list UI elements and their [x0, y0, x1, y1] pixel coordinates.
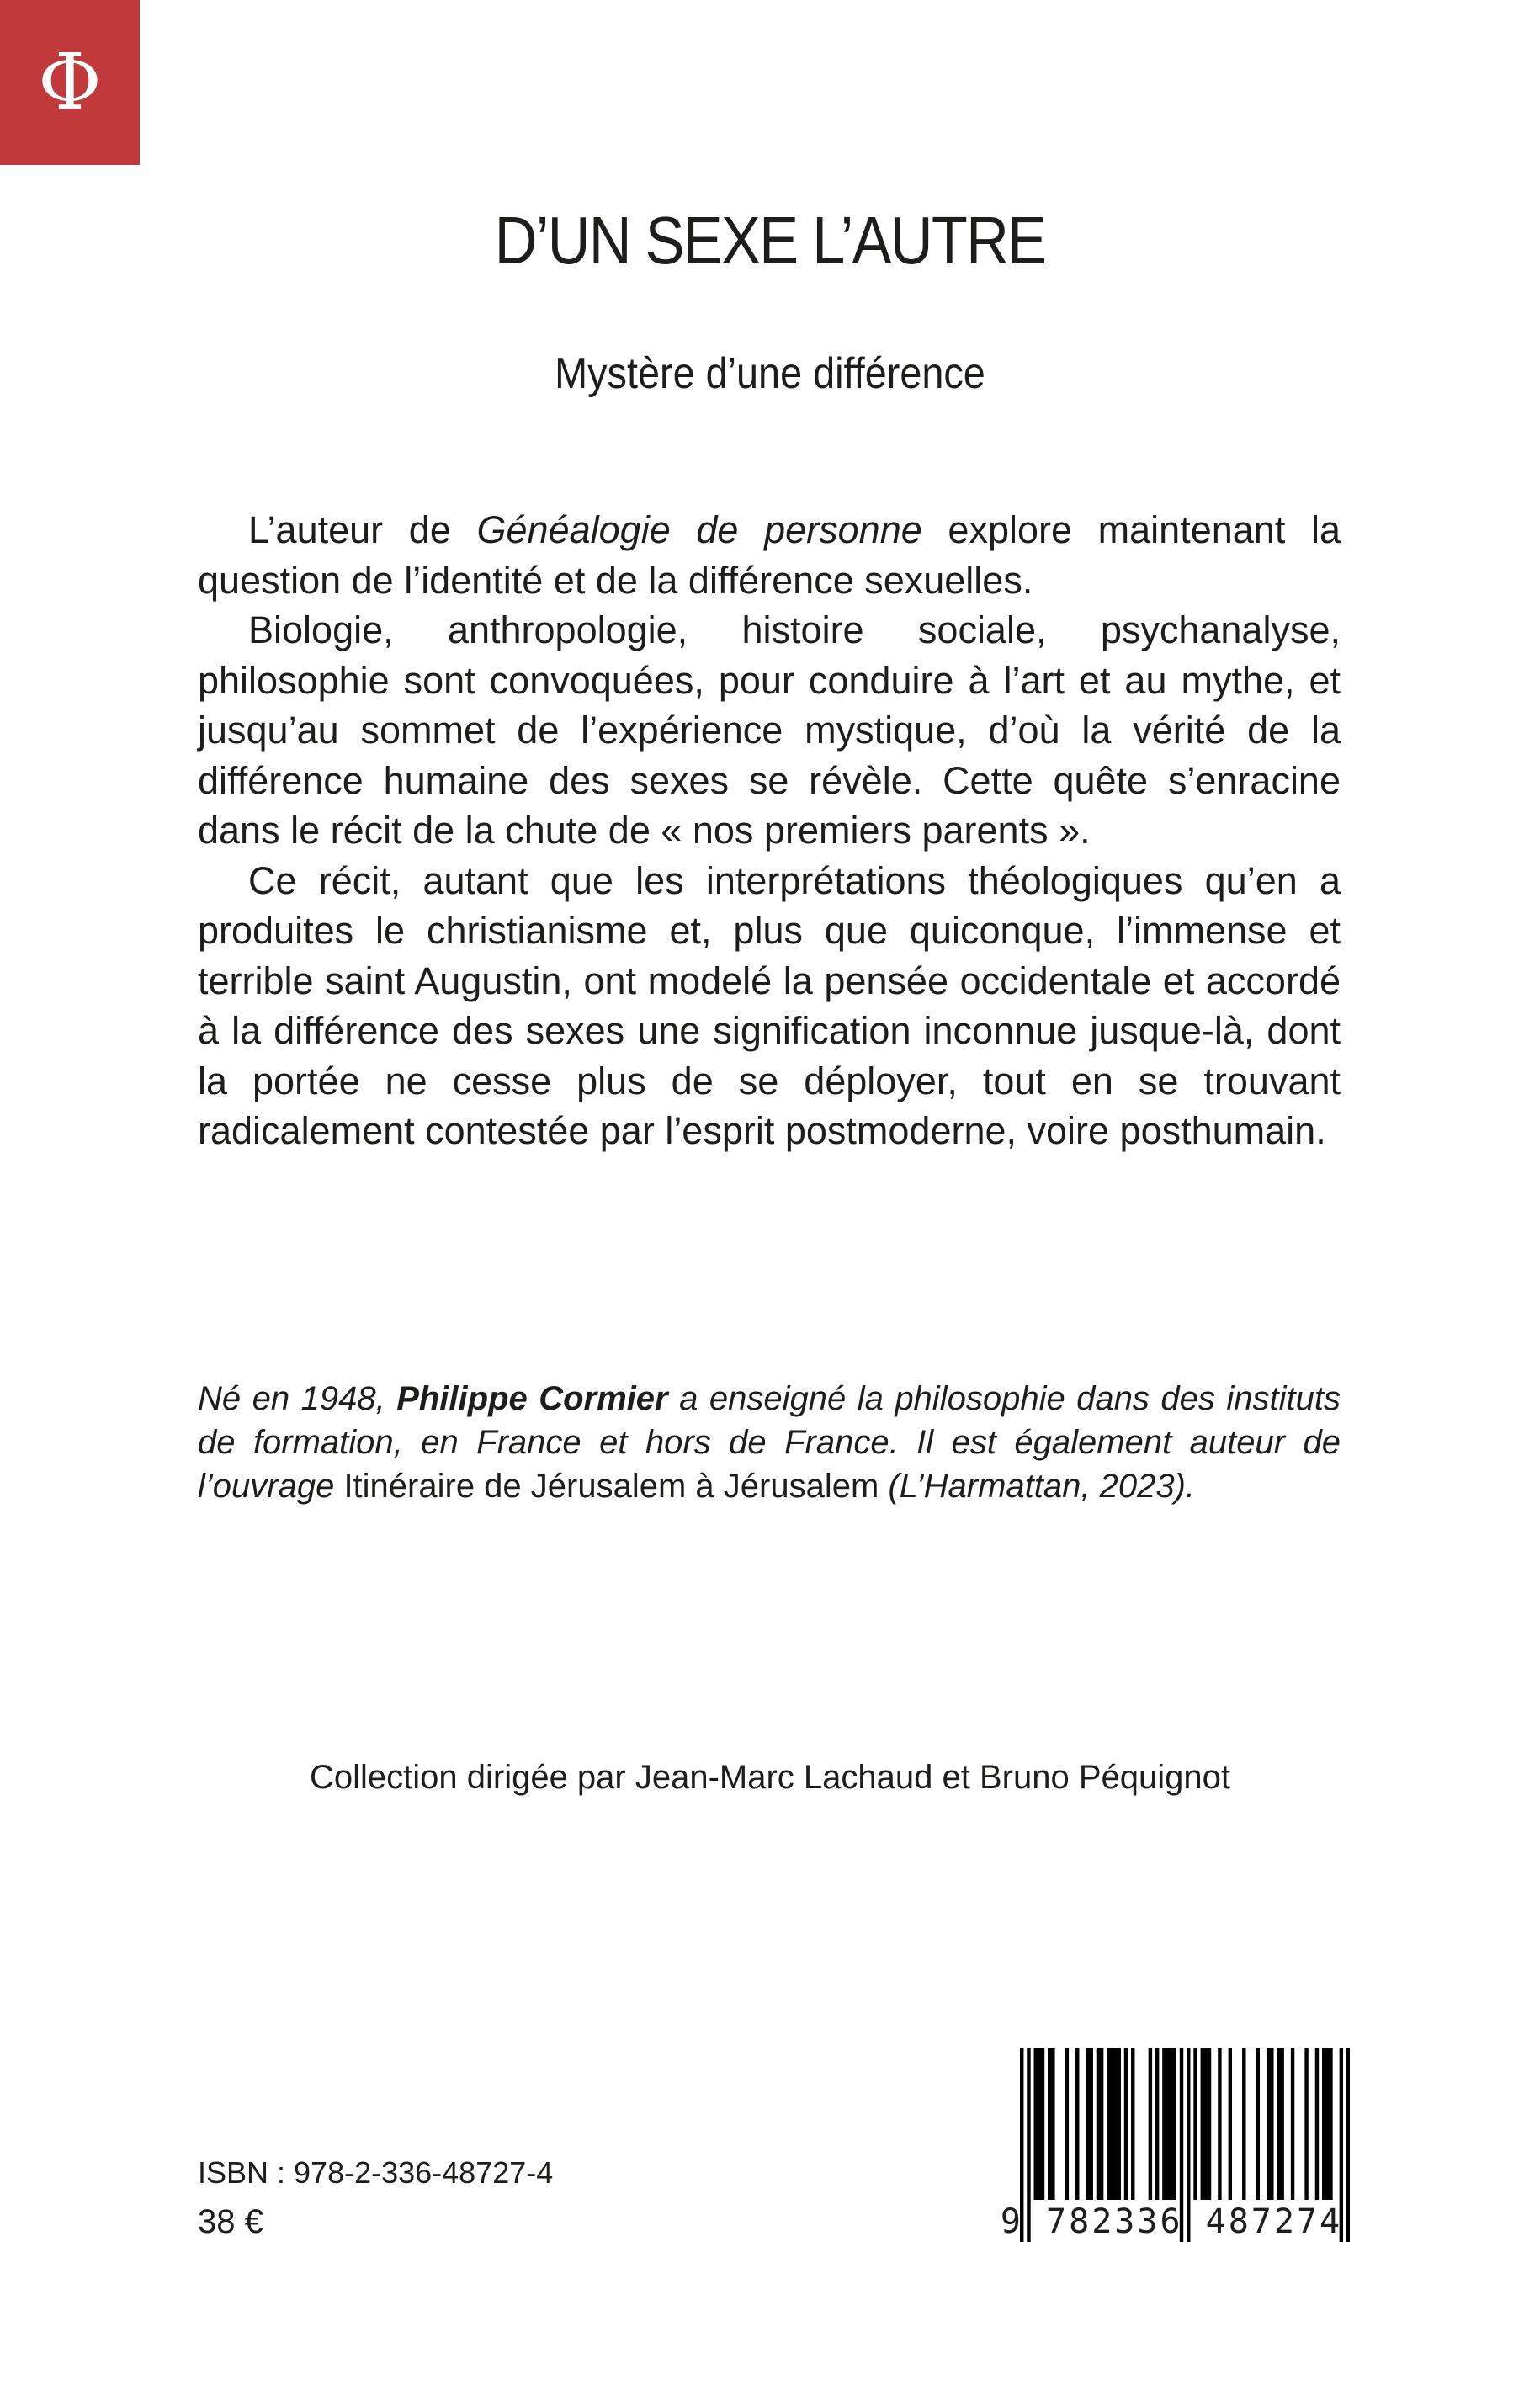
barcode-bar: [1086, 2048, 1089, 2200]
barcode-bar: [1097, 2048, 1100, 2200]
phi-logo-icon: Φ: [38, 37, 102, 127]
author-name: Philippe Cormier: [396, 1380, 668, 1417]
barcode-bar: [1110, 2048, 1113, 2200]
bio-intro: Né en 1948,: [198, 1380, 397, 1417]
summary-p1-start: L’auteur de: [248, 508, 477, 551]
referenced-book-title: Généalogie de personne: [476, 508, 922, 551]
summary-paragraph-2: Biologie, anthropologie, histoire sociale, psychanalyse, philosophie sont convoquées, pour conduire à l’art et au mythe, et jusqu’au sommet de l’expérience mystique, d’où la vérité de la différence humaine des sexes se révèle. Cette quête s’enracine dans le récit de la chute de « nos premiers parents ».: [198, 608, 1341, 852]
barcode-bar: [1229, 2048, 1232, 2200]
barcode-bar: [1204, 2048, 1208, 2200]
summary-p1-end: explore maintenant la question de l’identité et de la différence sexuelles.: [198, 508, 1341, 602]
collection-credit: Collection dirigée par Jean-Marc Lachaud et Bruno Péquignot: [309, 1759, 1230, 1796]
barcode-bar: [1048, 2048, 1051, 2200]
barcode-bar: [1277, 2048, 1280, 2200]
barcode-bar: [1155, 2048, 1159, 2200]
barcode-bar: [1075, 2048, 1079, 2200]
barcode-bar: [1291, 2048, 1294, 2200]
barcode-bar: [1193, 2048, 1197, 2200]
barcode-bar: [1051, 2048, 1054, 2200]
barcode-bar: [1118, 2048, 1121, 2200]
barcode-bar: [1038, 2048, 1041, 2200]
barcode-bar: [1242, 2048, 1245, 2200]
barcode-bar: [1107, 2048, 1110, 2200]
barcode-bar: [1256, 2048, 1260, 2200]
bio-middle: a enseigné la philosophie dans des instituts de formation, en France et hors de France. Il est également auteur de l’ouvrage: [198, 1380, 1341, 1505]
barcode-bar: [1280, 2048, 1283, 2200]
barcode-bar: [1090, 2048, 1093, 2200]
barcode-bar: [1173, 2048, 1176, 2200]
barcode-bar: [1329, 2048, 1332, 2200]
barcode-bar: [1267, 2048, 1270, 2200]
bio-book-title: Itinéraire de Jérusalem à Jérusalem: [343, 1468, 879, 1505]
book-subtitle: Mystère d’une différence: [555, 349, 985, 398]
barcode-bar: [1166, 2048, 1169, 2200]
author-bio: [198, 1377, 1341, 1508]
barcode-bar: [1065, 2048, 1069, 2200]
barcode-bar: [1325, 2048, 1329, 2200]
book-title: D’UN SEXE L’AUTRE: [494, 203, 1046, 278]
barcode-bar: [1124, 2048, 1128, 2200]
barcode-bar: [1208, 2048, 1211, 2200]
barcode-bar: [1169, 2048, 1172, 2200]
barcode-bar: [1322, 2048, 1325, 2200]
back-cover-summary: [198, 505, 1341, 1156]
publisher-logo: [0, 0, 140, 165]
barcode-bar: [1304, 2048, 1308, 2200]
barcode-bar: [1315, 2048, 1319, 2200]
barcode-bar: [1149, 2048, 1152, 2200]
barcode-bar: [1270, 2048, 1273, 2200]
barcode-bar: [1201, 2048, 1204, 2200]
barcode-bar: [1041, 2048, 1044, 2200]
barcode-bar: [1100, 2048, 1103, 2200]
price: 38 €: [198, 2203, 263, 2240]
barcode-digits: 9 782336 487274: [1000, 2202, 1343, 2241]
barcode-bar: [1131, 2048, 1134, 2200]
summary-paragraph-3: Ce récit, autant que les interprétations théologiques qu’en a produites le christianisme et, plus que quiconque, l’immense et terrible saint Augustin, ont modelé la pensée occidentale et accordé à la différence des sexes une signification inconnue jusque-là, dont la portée ne cesse plus de se déployer, tout en se trouvant radicalement contestée par l’esprit postmoderne, voire posthumain.: [198, 858, 1341, 1152]
barcode-bar: [1218, 2048, 1221, 2200]
isbn: ISBN : 978-2-336-48727-4: [198, 2155, 554, 2190]
bio-end: (L’Harmattan, 2023).: [879, 1468, 1196, 1505]
barcode-bar: [1113, 2048, 1117, 2200]
summary-paragraph-1: [198, 505, 1341, 605]
barcode-bar: [1162, 2048, 1166, 2200]
barcode-bar: [1034, 2048, 1038, 2200]
